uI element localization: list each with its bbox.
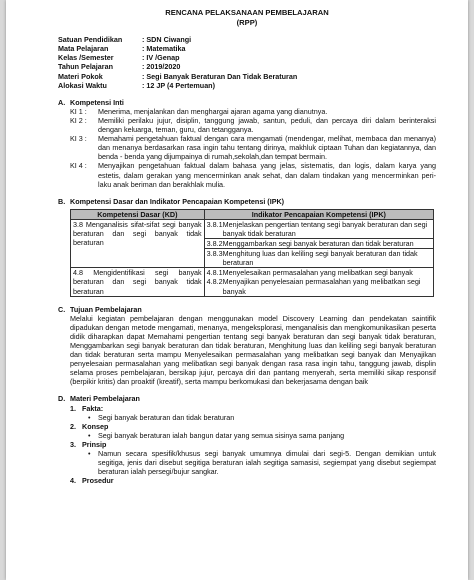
indicator-number: 4.8.2 — [206, 277, 223, 287]
indicator-item — [205, 238, 433, 248]
indicator-number: 4.8.1 — [206, 268, 223, 278]
section-letter: B. — [58, 196, 66, 206]
identity-label: Alokasi Waktu — [58, 80, 107, 90]
material-bullet-text: Namun secara spesifik/khusus segi banyak umumnya dimulai dari segi-5. Dengan demikian untuk segitiga, jenis dari disebut segitiga beraturan ialah segitiga samasisi, segiempat yang disebut segiempat beraturan ialah persegi/bujur sangkar. — [98, 449, 436, 477]
indicator-item — [207, 268, 431, 277]
identity-value: : Matematika — [142, 44, 186, 54]
indicator-number: 3.8.2 — [206, 239, 223, 249]
section-a-heading — [58, 98, 436, 107]
identity-value: : 12 JP (4 Pertemuan) — [142, 80, 215, 90]
section-c-heading — [58, 305, 436, 314]
ki-label: KI 4 : — [70, 161, 87, 171]
section-d-heading — [58, 394, 436, 403]
indicator-text: Menggambarkan segi banyak beraturan dan tidak beraturan — [222, 239, 414, 249]
ki-item — [70, 107, 436, 116]
material-subheading — [70, 476, 436, 485]
material-number: 2. — [70, 421, 76, 431]
material-subheading — [70, 440, 436, 449]
section-title: Materi Pembelajaran — [70, 394, 140, 404]
ki-label: KI 2 : — [70, 115, 87, 125]
table-row — [71, 268, 434, 296]
table-header-ipk: Indikator Pencapaian Kompetensi (IPK) — [204, 209, 433, 219]
material-title: Konsep — [82, 421, 109, 431]
table-header-row — [71, 209, 434, 219]
indicator-item — [207, 220, 431, 238]
indicator-item — [207, 277, 431, 295]
material-subheading — [70, 422, 436, 431]
material-bullet-text: Segi banyak beraturan dan tidak beraturan — [98, 412, 235, 422]
learning-objective-text: Melalui kegiatan pembelajaran dengan menggunakan model Discovery Learning dan pendekatan saintifik dipadukan dengan metode mengamati, menanya, mengeksplorasi, menganalisis dan mengkomunikasikan peserta didik diharapkan dapat Memahami pengertian tentang segi banyak beraturan dan segi banyak tidak beraturan, Menggambarkan segi banyak beraturan dan tidak beraturan, Menghitung luas dan keliling segi banyak beraturan dan tidak beraturan serta mampu Menyelesaikan permasalahan yang melibatkan segi banyak dan Menyajikan penyelesaian permasalahan yang melibatkan segi banyak dengan rasa rasa ingin tahu, tanggung jawab, displin selama proses pembelajaran, bersikap jujur, percaya diri dan pantang menyerah, serta memiliki sikap responsif (berpikir kritis) dan proaktif (kreatif), serta mampu berkomukasi dan bekerjasama dengan baik — [70, 313, 436, 387]
material-bullet-text: Segi banyak beraturan ialah bangun datar yang semua sisinya sama panjang — [98, 430, 345, 440]
indicator-text: Menyajikan penyelesaian permasalahan yang melibatkan segi banyak — [222, 277, 421, 296]
section-letter: A. — [58, 97, 66, 107]
ki-label: KI 3 : — [70, 134, 87, 144]
ki-item — [70, 161, 436, 188]
identity-label: Kelas /Semester — [58, 53, 114, 63]
section-b-heading — [58, 197, 436, 206]
ki-text: Menerima, menjalankan dan menghargai ajaran agama yang dianutnya. — [98, 106, 328, 116]
indicator-number: 3.8.1 — [206, 219, 223, 229]
identity-label: Mata Pelajaran — [58, 44, 109, 54]
document-title: RENCANA PELAKSANAAN PEMBELAJARAN — [165, 8, 329, 17]
identity-label: Tahun Pelajaran — [58, 62, 113, 72]
ipk-cell — [204, 268, 433, 296]
section-letter: C. — [58, 304, 66, 314]
identity-value: : SDN Ciwangi — [142, 35, 192, 45]
ki-text: Memahami pengetahuan faktual dengan cara mengamati (mendengar, melihat, membaca dan menanya) dan menanya berdasarkan rasa ingin tahu tentang dirinya, makhluk ciptaan Tuhan dan kegiatannya, dan benda - benda yang dijumpainya di rumah,sekolah,dan tempat bermain. — [98, 134, 436, 162]
indicator-item — [205, 248, 433, 267]
kd-cell: 4.8 Mengidentifikasi segi banyak beraturan dan segi banyak tidak beraturan — [71, 268, 205, 296]
identity-value: : Segi Banyak Beraturan Dan Tidak Beraturan — [142, 71, 298, 81]
identity-label: Satuan Pendidikan — [58, 35, 123, 45]
bullet-icon: • — [88, 430, 91, 440]
bullet-icon: • — [88, 449, 91, 459]
identity-row — [58, 44, 436, 53]
ki-text: Memiliki perilaku jujur, disiplin, tanggung jawab, santun, peduli, dan percaya diri dalam berinteraksi dengan keluarga, teman, guru, dan tetangganya. — [98, 115, 436, 135]
identity-row — [58, 62, 436, 71]
section-title: Kompetensi Inti — [70, 97, 124, 107]
bullet-icon: • — [88, 412, 91, 422]
material-bullet — [88, 449, 436, 476]
indicator-text: Menghitung luas dan keliling segi banyak beraturan dan tidak beraturan — [222, 249, 418, 268]
table-header-kd: Kompetensi Dasar (KD) — [71, 209, 205, 219]
material-number: 1. — [70, 403, 76, 413]
identity-value: : IV /Genap — [142, 53, 180, 63]
indicator-number: 3.8.3 — [206, 249, 223, 259]
document-page — [6, 0, 468, 580]
material-bullet — [88, 431, 436, 440]
material-title: Fakta: — [82, 403, 104, 413]
identity-row — [58, 35, 436, 44]
identity-row — [58, 81, 436, 90]
section-letter: D. — [58, 394, 66, 404]
material-subheading — [70, 404, 436, 413]
material-number: 4. — [70, 476, 76, 486]
ki-item — [70, 116, 436, 134]
identity-row — [58, 53, 436, 62]
competency-table — [70, 209, 434, 297]
indicator-text: Menjelaskan pengertian tentang segi banyak beraturan dan segi banyak tidak beraturan — [222, 219, 428, 238]
ipk-cell — [204, 219, 433, 267]
identity-block — [58, 35, 436, 90]
material-title: Prosedur — [82, 476, 114, 486]
document-body — [58, 8, 436, 485]
ki-text: Menyajikan pengetahuan faktual dalam bahasa yang jelas, sistematis, dan logis, dalam karya yang estetis, dalam gerakan yang mencerminkan anak sehat, dan dalam tindakan yang mencerminkan peri-laku anak beriman dan berakhlak mulia. — [98, 161, 436, 189]
identity-row — [58, 72, 436, 81]
identity-value: : 2019/2020 — [142, 62, 181, 72]
kd-cell: 3.8 Menganalisis sifat-sifat segi banyak beraturan dan segi banyak tidak beraturan — [71, 219, 205, 267]
indicator-text: Menyelesaikan permasalahan yang melibatkan segi banyak — [222, 268, 413, 278]
identity-label: Materi Pokok — [58, 71, 103, 81]
material-bullet — [88, 413, 436, 422]
table-row — [71, 219, 434, 267]
section-title: Tujuan Pembelajaran — [70, 304, 142, 314]
document-subtitle: (RPP) — [236, 17, 258, 27]
material-title: Prinsip — [82, 439, 107, 449]
ki-label: KI 1 : — [70, 106, 87, 116]
ki-item — [70, 134, 436, 161]
material-number: 3. — [70, 439, 76, 449]
section-title: Kompetensi Dasar dan Indikator Pencapaian Kompetensi (IPK) — [70, 196, 285, 206]
